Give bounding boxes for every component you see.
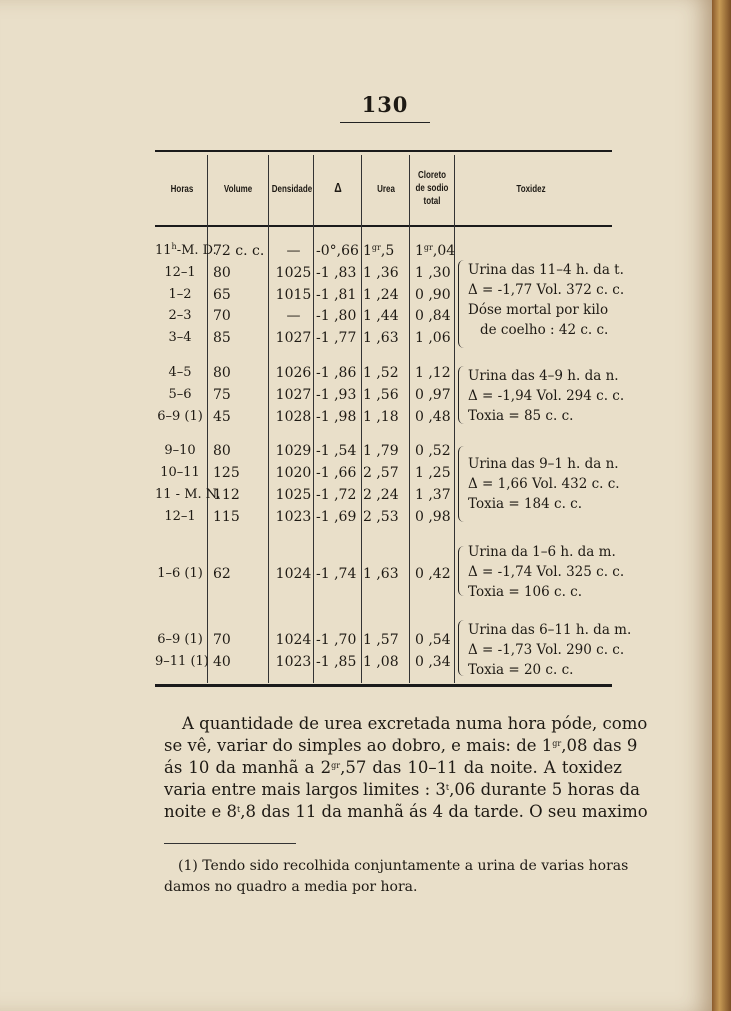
cell-urea: 1 ,56	[363, 387, 399, 403]
cell-volume: 70	[213, 632, 231, 648]
toxidez-line: Toxia = 20 c. c.	[468, 662, 574, 678]
toxidez-line: Δ = 1,66 Vol. 432 c. c.	[468, 476, 620, 492]
paragraph-line: ás 10 da manhã a $2^{gr},57$ das 10–11 da noite. A toxidez	[164, 758, 622, 777]
cell-urea: 1 ,36	[363, 265, 399, 281]
cell-urea: 2 ,57	[363, 465, 399, 481]
cell-delta: -1 ,54	[316, 443, 357, 459]
toxidez-line: Urina das 11–4 h. da t.	[468, 262, 624, 278]
toxidez-line: de coelho : 42 c. c.	[480, 322, 609, 338]
header-horas: Horas	[170, 184, 194, 195]
cell-horas: 6–9 (1)	[157, 409, 203, 424]
group-brace	[458, 620, 465, 676]
cell-cloreto: 0 ,42	[415, 566, 451, 582]
cell-densidade: 1023	[275, 509, 312, 525]
cell-horas: 9–10	[164, 443, 196, 458]
cell-urea: 1 ,57	[363, 632, 399, 648]
cell-delta: -1 ,74	[316, 566, 357, 582]
cell-densidade: 1023	[275, 654, 312, 670]
cell-densidade: 1025	[275, 487, 312, 503]
cell-densidade: 1026	[275, 365, 312, 381]
cell-urea: 2 ,53	[363, 509, 399, 525]
cell-horas: 2–3	[168, 308, 192, 323]
footnote-line: (1) Tendo sido recolhida conjuntamente a urina de varias horas	[178, 858, 629, 874]
header-volume: Volume	[223, 184, 253, 195]
table-row	[155, 406, 455, 428]
cell-delta: -1 ,86	[316, 365, 357, 381]
cell-delta: -1 ,69	[316, 509, 357, 525]
cell-urea: 1 ,18	[363, 409, 399, 425]
cell-delta: -1 ,81	[316, 287, 357, 303]
cell-volume: 62	[213, 566, 231, 582]
footnote-rule	[164, 843, 296, 844]
cell-delta: -1 ,83	[316, 265, 357, 281]
table-row	[155, 506, 455, 528]
cell-horas: 4–5	[168, 365, 192, 380]
header-cloreto-line1: Cloreto	[418, 170, 446, 181]
table-row	[155, 563, 455, 585]
cell-densidade: 1020	[275, 465, 312, 481]
footnote	[164, 856, 634, 898]
cell-cloreto: 1 ,37	[415, 487, 451, 503]
body-paragraph	[164, 713, 648, 823]
cell-horas: 5–6	[168, 387, 192, 402]
cell-horas: 11$^h$-M. D.	[155, 242, 217, 258]
cell-urea: $1^{gr},5$	[363, 243, 395, 259]
cell-horas: 6–9 (1)	[157, 632, 203, 647]
table-bottom-rule	[155, 684, 612, 687]
header-urea: Urea	[377, 184, 395, 195]
table-row	[155, 362, 455, 384]
cell-densidade: 1025	[275, 265, 312, 281]
table-row	[155, 651, 455, 673]
cell-horas: 9–11 (1)	[155, 654, 209, 669]
cell-urea: 1 ,08	[363, 654, 399, 670]
group-brace	[458, 366, 465, 424]
cell-volume: 65	[213, 287, 231, 303]
toxidez-note	[468, 366, 628, 426]
cell-cloreto: $1^{gr},04$	[415, 243, 456, 259]
cell-cloreto: 0 ,98	[415, 509, 451, 525]
group-brace	[458, 260, 465, 348]
group-brace	[458, 446, 465, 522]
cell-delta: -1 ,72	[316, 487, 357, 503]
cell-volume: 72 c. c.	[213, 243, 265, 259]
toxidez-note	[468, 454, 628, 514]
cell-horas: 1–2	[168, 287, 192, 302]
toxidez-line: Δ = -1,73 Vol. 290 c. c.	[468, 642, 625, 658]
table-row	[155, 305, 455, 327]
cell-densidade: 1029	[275, 443, 312, 459]
table-header-rule	[155, 225, 612, 227]
cell-urea: 2 ,24	[363, 487, 399, 503]
cell-volume: 80	[213, 265, 231, 281]
header-toxidez: Toxidez	[516, 184, 546, 195]
cell-horas: 1–6 (1)	[157, 566, 203, 581]
cell-densidade: 1024	[275, 632, 312, 648]
cell-cloreto: 0 ,90	[415, 287, 451, 303]
cell-cloreto: 0 ,34	[415, 654, 451, 670]
cell-urea: 1 ,52	[363, 365, 399, 381]
cell-volume: 80	[213, 443, 231, 459]
cell-volume: 115	[213, 509, 240, 525]
toxidez-line: Dóse mortal por kilo	[468, 302, 609, 318]
toxidez-line: Toxia = 184 c. c.	[468, 496, 583, 512]
cell-horas: 11 - M. N.	[155, 487, 221, 502]
cell-cloreto: 1 ,12	[415, 365, 451, 381]
cell-horas: 12–1	[164, 509, 196, 524]
cell-densidade: 1015	[275, 287, 312, 303]
cell-delta: -1 ,77	[316, 330, 357, 346]
cell-urea: 1 ,63	[363, 566, 399, 582]
cell-urea: 1 ,24	[363, 287, 399, 303]
cell-delta: -1 ,93	[316, 387, 357, 403]
table-row	[155, 440, 455, 462]
cell-cloreto: 1 ,30	[415, 265, 451, 281]
cell-horas: 12–1	[164, 265, 196, 280]
cell-horas: 3–4	[168, 330, 192, 345]
header-cloreto-line2: de sodio	[415, 183, 449, 194]
cell-densidade: 1027	[275, 330, 312, 346]
table-row	[155, 240, 455, 262]
cell-densidade: 1027	[275, 387, 312, 403]
toxidez-note	[468, 542, 628, 602]
table-row	[155, 462, 455, 484]
table-row	[155, 327, 455, 349]
toxidez-line: Δ = -1,94 Vol. 294 c. c.	[468, 388, 625, 404]
book-edge	[712, 0, 731, 1011]
toxidez-line: Δ = -1,77 Vol. 372 c. c.	[468, 282, 625, 298]
cell-cloreto: 0 ,54	[415, 632, 451, 648]
cell-cloreto: 0 ,84	[415, 308, 451, 324]
cell-volume: 85	[213, 330, 231, 346]
cell-densidade: —	[286, 243, 301, 259]
toxidez-line: Toxia = 106 c. c.	[468, 584, 583, 600]
cell-horas: 10–11	[160, 465, 200, 480]
toxidez-line: Δ = -1,74 Vol. 325 c. c.	[468, 564, 625, 580]
cell-delta: -1 ,70	[316, 632, 357, 648]
table-row	[155, 284, 455, 306]
cell-delta: -1 ,80	[316, 308, 357, 324]
toxidez-line: Urina das 6–11 h. da m.	[468, 622, 632, 638]
cell-cloreto: 0 ,48	[415, 409, 451, 425]
cell-volume: 40	[213, 654, 231, 670]
cell-cloreto: 0 ,52	[415, 443, 451, 459]
cell-volume: 70	[213, 308, 231, 324]
table-top-rule	[155, 150, 612, 152]
header-densidade: Densidade	[271, 184, 313, 195]
table-row	[155, 629, 455, 651]
footnote-line: damos no quadro a media por hora.	[164, 879, 418, 895]
table-row	[155, 484, 455, 506]
paragraph-line: A quantidade de urea excretada numa hora póde, como	[182, 714, 648, 733]
header-delta: Δ	[334, 180, 342, 195]
cell-delta: -1 ,98	[316, 409, 357, 425]
cell-densidade: —	[286, 308, 301, 324]
group-brace	[458, 546, 465, 596]
cell-volume: 45	[213, 409, 231, 425]
cell-volume: 75	[213, 387, 231, 403]
cell-urea: 1 ,44	[363, 308, 399, 324]
toxidez-line: Urina da 1–6 h. da m.	[468, 544, 616, 560]
table-row	[155, 384, 455, 406]
toxidez-note	[468, 620, 632, 680]
cell-volume: 80	[213, 365, 231, 381]
toxidez-line: Toxia = 85 c. c.	[468, 408, 574, 424]
toxidez-note	[468, 260, 628, 340]
cell-cloreto: 1 ,06	[415, 330, 451, 346]
cell-densidade: 1028	[275, 409, 312, 425]
cell-urea: 1 ,79	[363, 443, 399, 459]
page-number-rule	[340, 122, 430, 123]
cell-delta: -1 ,85	[316, 654, 357, 670]
toxidez-line: Urina das 9–1 h. da n.	[468, 456, 619, 472]
cell-volume: 125	[213, 465, 240, 481]
cell-cloreto: 1 ,25	[415, 465, 451, 481]
cell-densidade: 1024	[275, 566, 312, 582]
paragraph-line: se vê, variar do simples ao dobro, e mais: de $1^{gr},08$ das 9	[164, 736, 638, 755]
cell-delta: -1 ,66	[316, 465, 357, 481]
cell-cloreto: 0 ,97	[415, 387, 451, 403]
paragraph-line: noite e 8$^t$,8 das 11 da manhã ás 4 da tarde. O seu maximo	[164, 802, 648, 821]
paragraph-line: varia entre mais largos limites : 3$^t$,06 durante 5 horas da	[164, 780, 640, 799]
cell-urea: 1 ,63	[363, 330, 399, 346]
toxidez-line: Urina das 4–9 h. da n.	[468, 368, 619, 384]
header-cloreto-line3: total	[423, 196, 441, 207]
cell-volume: 112	[213, 487, 240, 503]
cell-delta: -0°,66	[316, 243, 359, 259]
table-row	[155, 262, 455, 284]
page-number: 130	[361, 92, 409, 117]
